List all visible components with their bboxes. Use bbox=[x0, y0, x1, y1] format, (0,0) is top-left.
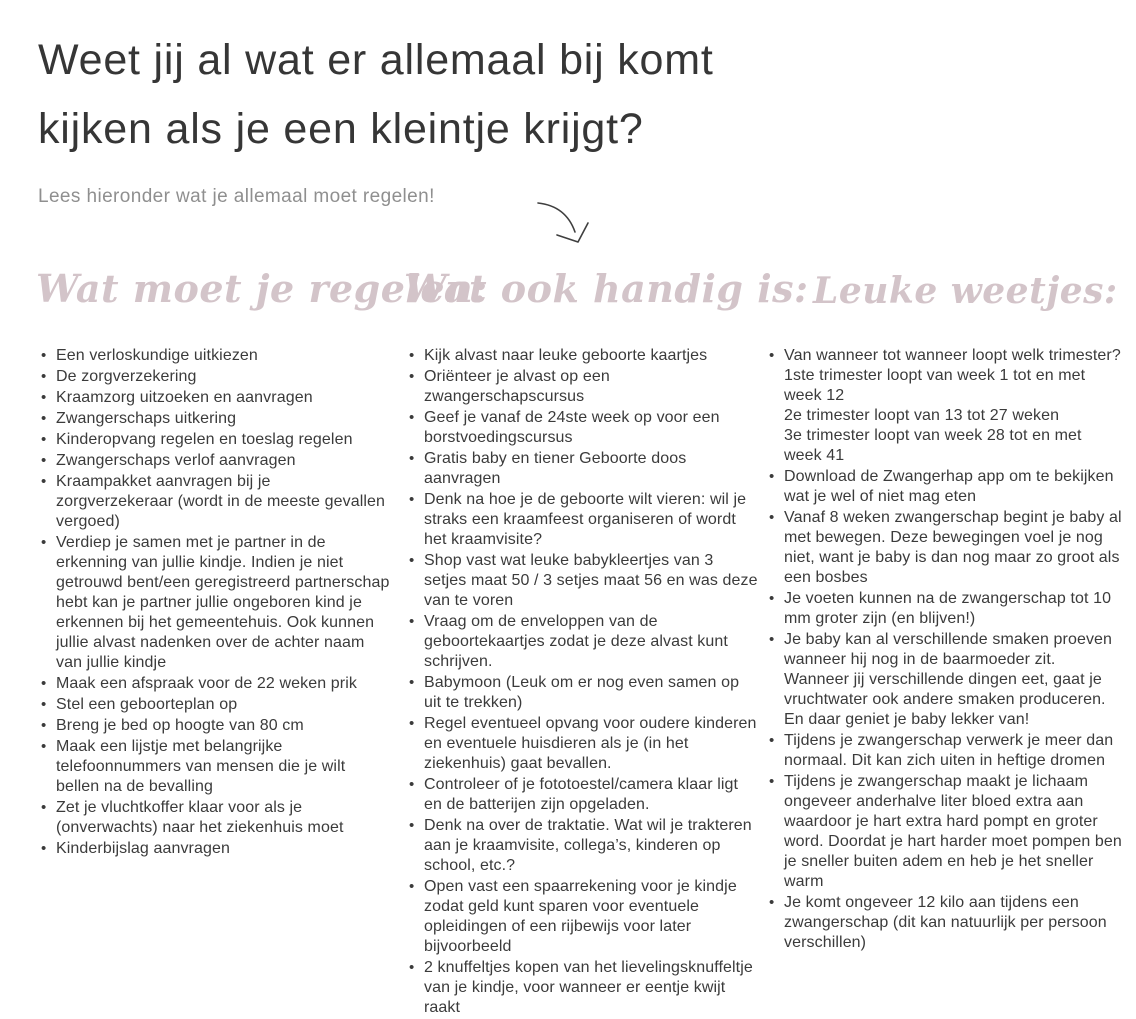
list-item: • Gratis baby en tiener Geboorte doos aanvragen bbox=[408, 449, 758, 489]
list-item: • Open vast een spaarrekening voor je kindje zodat geld kunt sparen voor eventuele opleidingen of een rijbewijs voor later bijvoorbeeld bbox=[408, 877, 758, 957]
page-title bbox=[38, 26, 714, 164]
list-item: • Controleer of je fototoestel/camera klaar ligt en de batterijen zijn opgeladen. bbox=[408, 775, 758, 815]
list-item: • Van wanneer tot wanneer loopt welk trimester? 1ste trimester loopt van week 1 tot en met week 12 2e trimester loopt van 13 tot 27 weken 3e trimester loopt van week 28 tot en met week 41 bbox=[768, 346, 1122, 466]
list-item: • Denk na hoe je de geboorte wilt vieren: wil je straks een kraamfeest organiseren of wordt het kraamvisite? bbox=[408, 490, 758, 550]
list-item: • Breng je bed op hoogte van 80 cm bbox=[40, 716, 390, 736]
column-heading-leuke-weetjes: Leuke weetjes: bbox=[813, 270, 1118, 312]
list-item: • Je komt ongeveer 12 kilo aan tijdens een zwangerschap (dit kan natuurlijk per persoon verschillen) bbox=[768, 893, 1122, 953]
list-item: • Je voeten kunnen na de zwangerschap tot 10 mm groter zijn (en blijven!) bbox=[768, 589, 1122, 629]
checklist-leuke-weetjes bbox=[768, 346, 1122, 954]
list-item: • Kraamzorg uitzoeken en aanvragen bbox=[40, 388, 390, 408]
list-item: • Tijdens je zwangerschap maakt je lichaam ongeveer anderhalve liter bloed extra aan waardoor je hart extra hard pompt en groter word. Doordat je hart harder moet pompen ben je sneller buiten adem en heb je het sneller warm bbox=[768, 772, 1122, 892]
list-item: • Vanaf 8 weken zwangerschap begint je baby al met bewegen. Deze bewegingen voel je nog niet, want je baby is dan nog maar zo groot als een bosbes bbox=[768, 508, 1122, 588]
list-item: • Kinderbijslag aanvragen bbox=[40, 839, 390, 859]
list-item: • Je baby kan al verschillende smaken proeven wanneer hij nog in de baarmoeder zit. Wanneer jij verschillende dingen eet, gaat je vruchtwater ook andere smaken produceren. En daar geniet je baby lekker van! bbox=[768, 630, 1122, 730]
column-heading-wat-ook-handig-is: Wat ook handig is: bbox=[404, 266, 809, 311]
list-item: • Kraampakket aanvragen bij je zorgverzekeraar (wordt in de meeste gevallen vergoed) bbox=[40, 472, 390, 532]
list-item: • Kijk alvast naar leuke geboorte kaartjes bbox=[408, 346, 758, 366]
list-item: • Een verloskundige uitkiezen bbox=[40, 346, 390, 366]
curved-down-arrow-icon bbox=[534, 194, 596, 248]
list-item: • Maak een afspraak voor de 22 weken prik bbox=[40, 674, 390, 694]
list-item: • Zet je vluchtkoffer klaar voor als je (onverwachts) naar het ziekenhuis moet bbox=[40, 798, 390, 838]
list-item: • De zorgverzekering bbox=[40, 367, 390, 387]
page-title-line1: Weet jij al wat er allemaal bij komt bbox=[38, 36, 714, 84]
list-item: • Oriënteer je alvast op een zwangerschapscursus bbox=[408, 367, 758, 407]
column-heading-wat-moet-je-regelen: Wat moet je regelen: bbox=[36, 266, 488, 311]
list-item: • Zwangerschaps uitkering bbox=[40, 409, 390, 429]
list-item: • Denk na over de traktatie. Wat wil je trakteren aan je kraamvisite, collega’s, kinderen op school, etc.? bbox=[408, 816, 758, 876]
list-item: • Tijdens je zwangerschap verwerk je meer dan normaal. Dit kan zich uiten in heftige dromen bbox=[768, 731, 1122, 771]
page-title-line2: kijken als je een kleintje krijgt? bbox=[38, 105, 644, 153]
list-item: • Regel eventueel opvang voor oudere kinderen en eventuele huisdieren als je (in het ziekenhuis) gaat bevallen. bbox=[408, 714, 758, 774]
list-item: • Babymoon (Leuk om er nog even samen op uit te trekken) bbox=[408, 673, 758, 713]
list-item: • Shop vast wat leuke babykleertjes van 3 setjes maat 50 / 3 setjes maat 56 en was deze van te voren bbox=[408, 551, 758, 611]
subtitle: Lees hieronder wat je allemaal moet regelen! bbox=[38, 186, 435, 207]
list-item: • Verdiep je samen met je partner in de erkenning van jullie kindje. Indien je niet getrouwd bent/een geregistreerd partnerschap hebt kan je partner jullie ongeboren kind je erkennen bij het gemeentehuis. Ook kunnen jullie alvast nadenken over de achter naam van jullie kindje bbox=[40, 533, 390, 673]
checklist-wat-moet-je-regelen bbox=[40, 346, 390, 860]
list-item: • Stel een geboorteplan op bbox=[40, 695, 390, 715]
list-item: • Geef je vanaf de 24ste week op voor een borstvoedingscursus bbox=[408, 408, 758, 448]
list-item: • Maak een lijstje met belangrijke telefoonnummers van mensen die je wilt bellen na de bevalling bbox=[40, 737, 390, 797]
list-item: • Kinderopvang regelen en toeslag regelen bbox=[40, 430, 390, 450]
checklist-wat-ook-handig-is bbox=[408, 346, 758, 1019]
list-item: • Vraag om de enveloppen van de geboortekaartjes zodat je deze alvast kunt schrijven. bbox=[408, 612, 758, 672]
list-item: • Zwangerschaps verlof aanvragen bbox=[40, 451, 390, 471]
list-item: • Download de Zwangerhap app om te bekijken wat je wel of niet mag eten bbox=[768, 467, 1122, 507]
list-item: • 2 knuffeltjes kopen van het lievelingsknuffeltje van je kindje, voor wanneer er eentje kwijt raakt bbox=[408, 958, 758, 1018]
